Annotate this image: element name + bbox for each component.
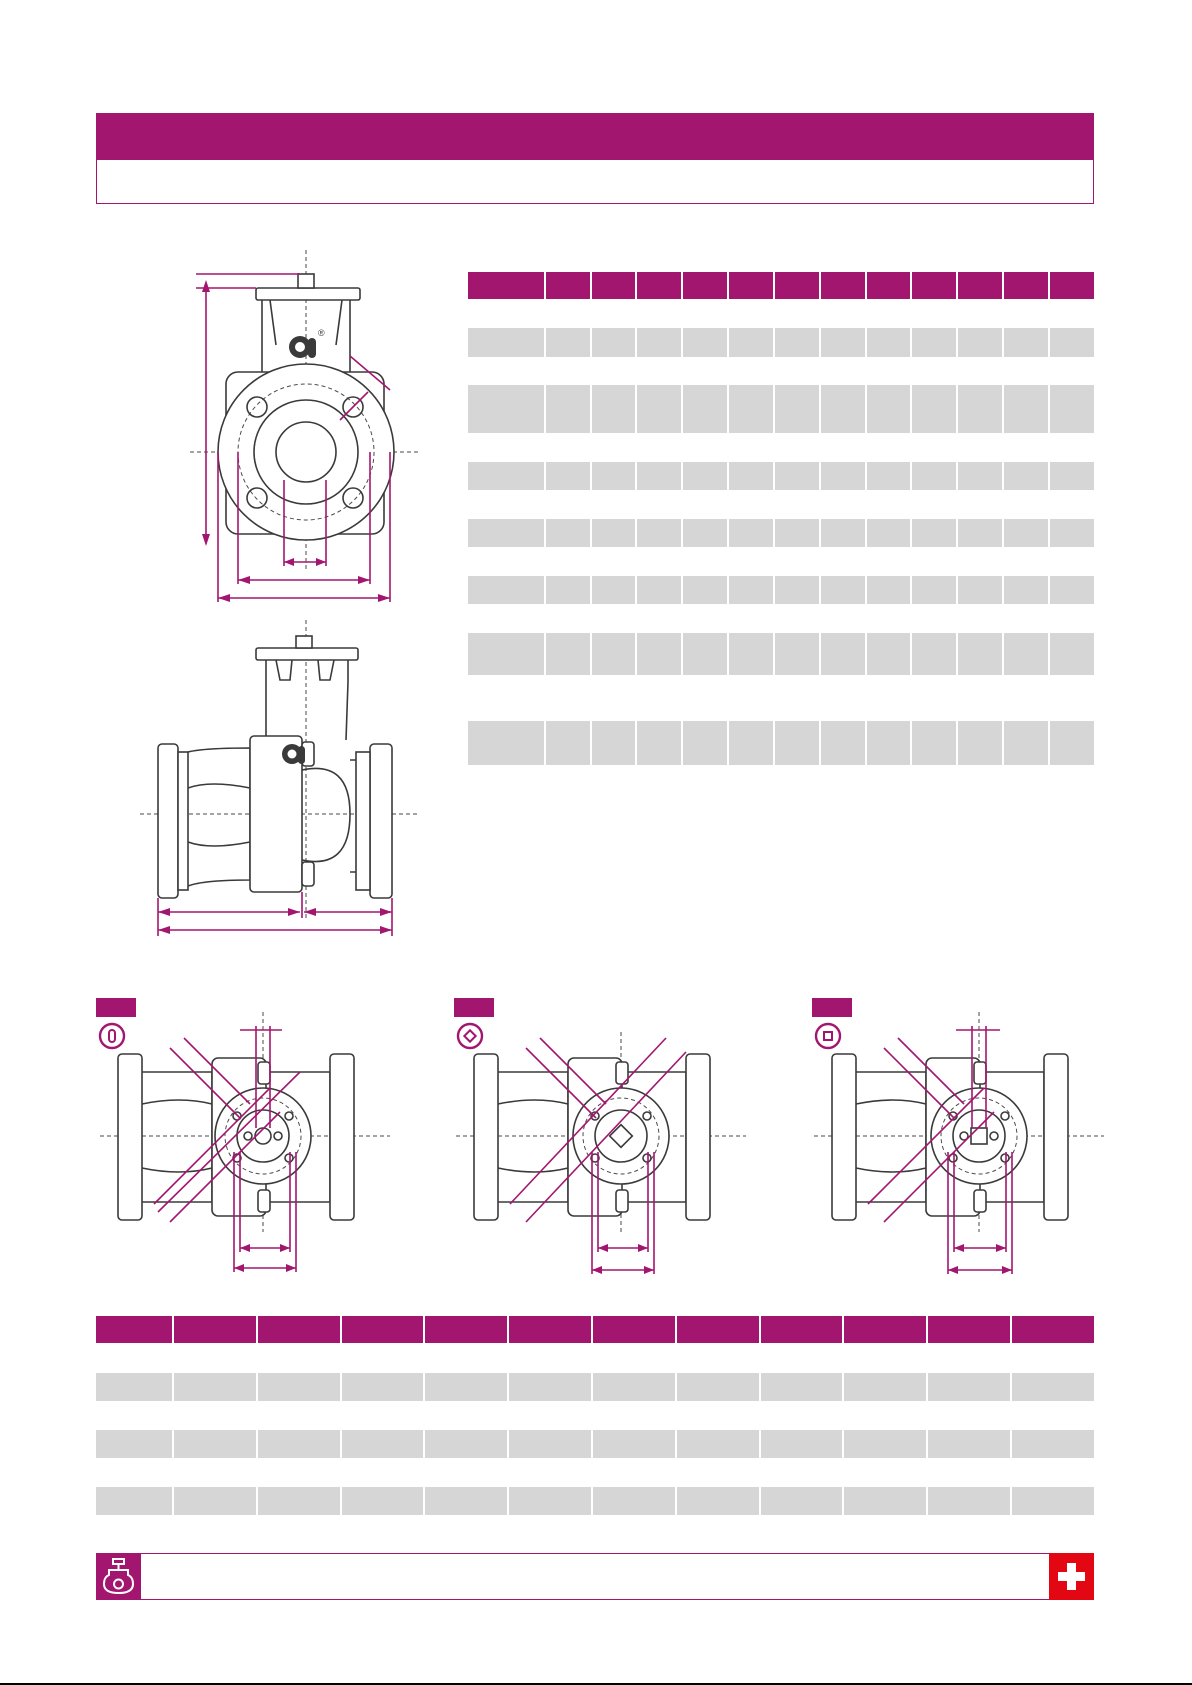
stem-variant-drawing-1: [100, 1012, 390, 1282]
footer-bar: [96, 1553, 1094, 1600]
table-row: [468, 675, 1094, 721]
table-row: [96, 1401, 1094, 1430]
dimensions-table: [466, 272, 1096, 765]
table-row: [468, 519, 1094, 547]
header-bar: [96, 113, 1094, 160]
table-row: [468, 462, 1094, 490]
table-row: [96, 1343, 1094, 1373]
body-bolt-bottom: [302, 862, 314, 886]
cs-logo-icon: [289, 336, 316, 358]
stem-top: [298, 274, 314, 288]
left-flange-hub: [178, 752, 188, 890]
stem-variant-drawing-3: [814, 1012, 1104, 1282]
side-view-drawing: [140, 620, 420, 940]
table-row: [96, 1430, 1094, 1458]
table-row: [468, 299, 1094, 328]
table-row: [468, 633, 1094, 675]
body-flange-circle: [218, 364, 394, 540]
left-pipe-flange: [158, 744, 178, 898]
table-row: [96, 1487, 1094, 1515]
front-view-drawing: [190, 250, 420, 610]
right-pipe-flange: [370, 744, 392, 898]
footer-swiss-flag: [1049, 1553, 1094, 1600]
footer-valve-icon-box: [96, 1553, 141, 1600]
header-subtitle-box: [96, 160, 1094, 204]
registered-mark: ®: [318, 328, 325, 338]
table-row: [468, 433, 1094, 462]
stem-variant-drawing-2: [456, 1012, 746, 1282]
top-mounting-flange: [256, 288, 360, 300]
table-row: [468, 385, 1094, 433]
table-row: [96, 1458, 1094, 1487]
table-row: [468, 328, 1094, 357]
side-top-flange: [256, 648, 358, 660]
table-header-row: [96, 1316, 1094, 1343]
left-pipe-body: [188, 748, 250, 886]
swiss-cross-icon: [1049, 1553, 1094, 1600]
table-row: [468, 721, 1094, 765]
table-row: [468, 604, 1094, 633]
side-neck: [266, 660, 348, 740]
right-flange-hub: [356, 752, 370, 890]
cs-logo-icon: [282, 744, 305, 764]
table-row: [468, 547, 1094, 576]
valve-icon: [96, 1553, 141, 1600]
table-row: [468, 357, 1094, 385]
table-header-row: [468, 272, 1094, 299]
stem-dimensions-table: [94, 1316, 1096, 1515]
ball-housing: [302, 768, 350, 861]
table-row: [468, 576, 1094, 604]
side-stem-top: [296, 636, 312, 648]
table-row: [96, 1373, 1094, 1401]
table-row: [468, 490, 1094, 519]
